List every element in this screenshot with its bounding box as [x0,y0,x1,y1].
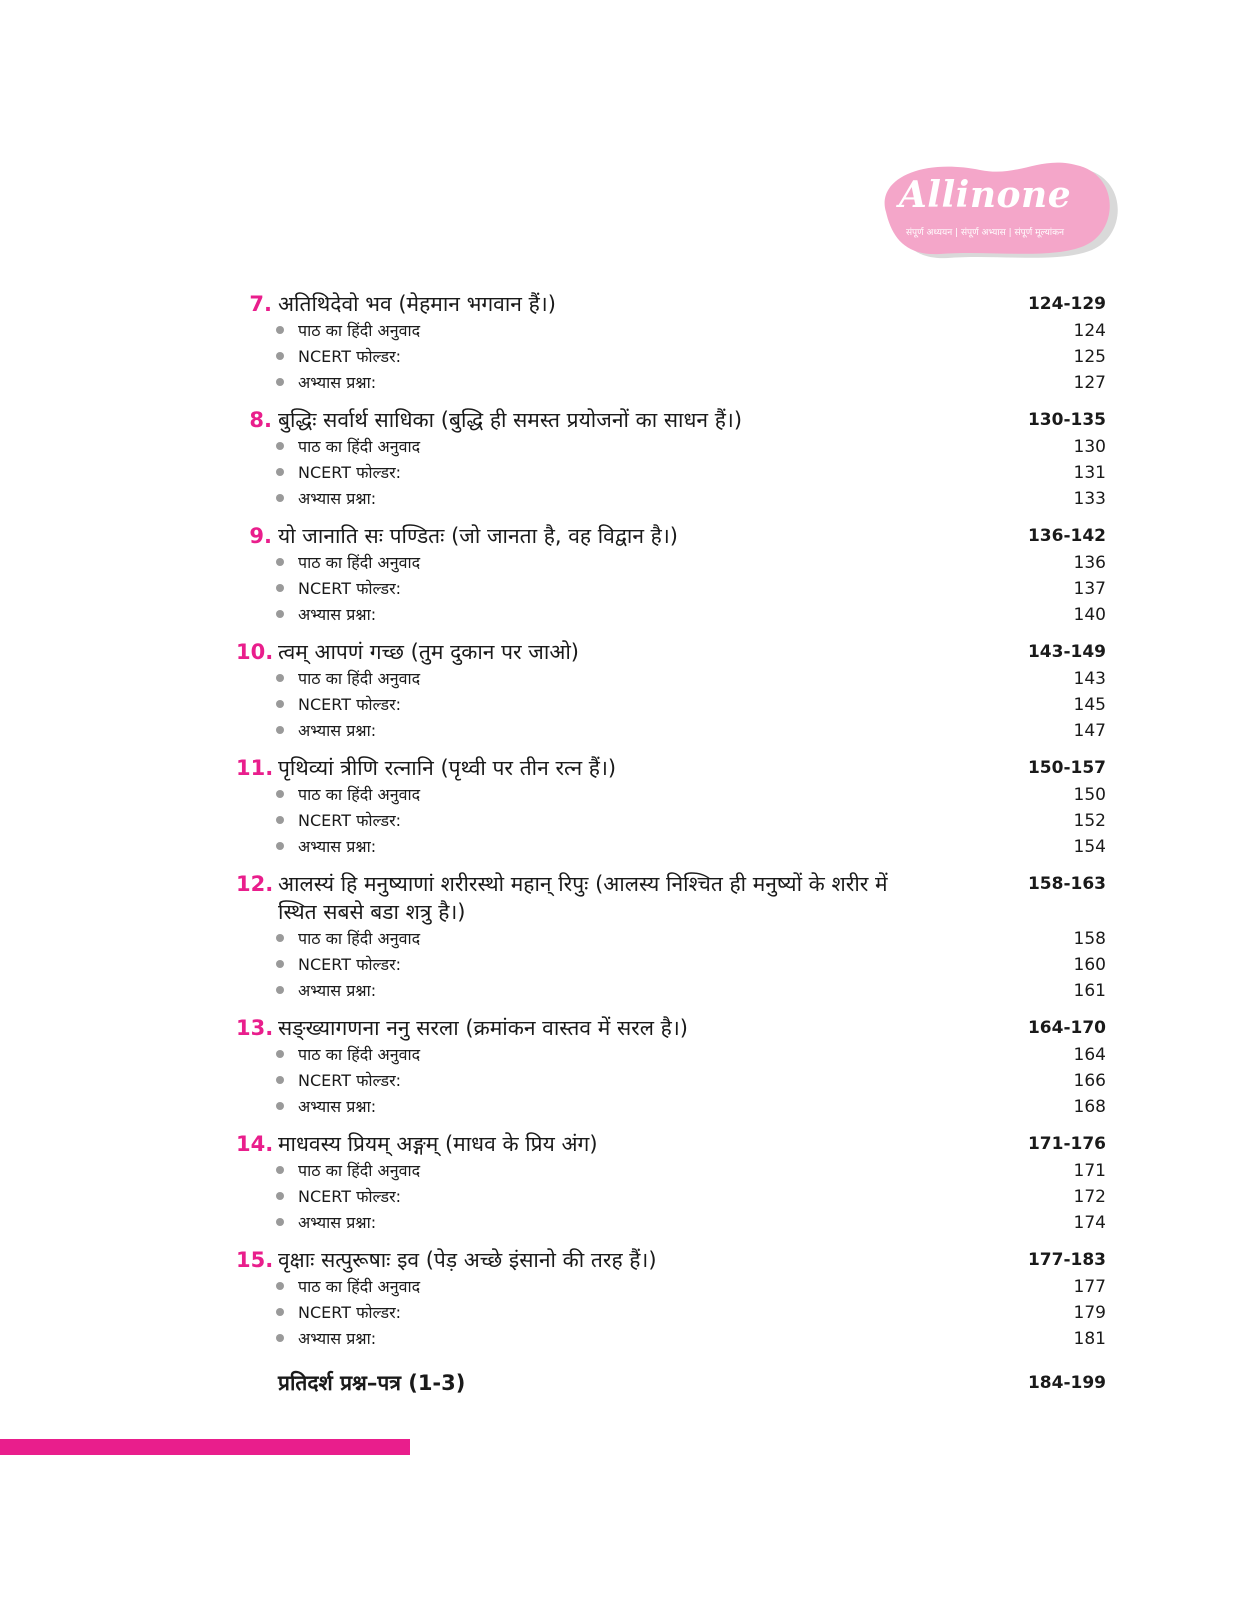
subitem-page: 145 [1073,695,1106,715]
subitem-page: 177 [1073,1277,1106,1297]
bullet-icon [276,610,284,618]
toc-subitem[interactable] [236,344,1106,370]
bullet-icon [276,726,284,734]
brand-title: Allinone [898,174,1072,216]
chapter-number: 9. [249,524,272,548]
chapter-title: माधवस्य प्रियम् अङ्गम् (माधव के प्रिय अंग) [278,1132,598,1156]
chapter-number: 10. [236,640,274,664]
chapter-title: आलस्यं हि मनुष्याणां शरीरस्थो महान् रिपुः (आलस्य निश्चित ही मनुष्यों के शरीर में स्थित सबसे बडा शत्रु है।) [278,872,888,924]
subitem-page: 168 [1073,1097,1106,1117]
subitem-page: 136 [1073,553,1106,573]
toc-subitem[interactable] [236,460,1106,486]
bullet-icon [276,1166,284,1174]
bullet-icon [276,584,284,592]
subitem-label: NCERT फोल्डर: [298,1303,402,1322]
toc-chapter [236,870,1106,1004]
subitem-label: NCERT फोल्डर: [298,347,402,366]
chapter-page-range: 130-135 [1027,410,1106,430]
subitem-page: 137 [1073,579,1106,599]
toc-subitem[interactable] [236,318,1106,344]
bullet-icon [276,1308,284,1316]
table-of-contents [236,290,1106,1398]
model-paper-pages: 184-199 [1027,1373,1106,1393]
chapter-title: बुद्धिः सर्वार्थ साधिका (बुद्धि ही समस्त प्रयोजनों का साधन हैं।) [278,408,743,432]
toc-subitem[interactable] [236,1094,1106,1120]
chapter-number: 7. [249,292,272,316]
subitem-page: 166 [1073,1071,1106,1091]
subitem-label: अभ्यास प्रश्ना: [298,837,377,856]
chapter-heading[interactable] [236,1130,1106,1158]
subitem-page: 133 [1073,489,1106,509]
bullet-icon [276,1334,284,1342]
model-paper-entry[interactable] [236,1368,1106,1398]
chapter-heading[interactable] [236,290,1106,318]
toc-subitem[interactable] [236,1158,1106,1184]
bullet-icon [276,326,284,334]
subitem-label: NCERT फोल्डर: [298,579,402,598]
subitem-page: 140 [1073,605,1106,625]
toc-subitem[interactable] [236,834,1106,860]
toc-subitem[interactable] [236,978,1106,1004]
brand-logo [870,150,1132,260]
toc-subitem[interactable] [236,486,1106,512]
chapter-page-range: 164-170 [1027,1018,1106,1038]
toc-chapter [236,754,1106,860]
bullet-icon [276,494,284,502]
toc-subitem[interactable] [236,1042,1106,1068]
chapter-heading[interactable] [236,754,1106,782]
bullet-icon [276,960,284,968]
subitem-page: 158 [1073,929,1106,949]
bullet-icon [276,378,284,386]
subitem-label: अभ्यास प्रश्ना: [298,981,377,1000]
toc-subitem[interactable] [236,1300,1106,1326]
subitem-label: NCERT फोल्डर: [298,1187,402,1206]
model-paper-title: प्रतिदर्श प्रश्न–पत्र (1-3) [278,1371,466,1395]
toc-subitem[interactable] [236,1068,1106,1094]
chapter-title: पृथिव्यां त्रीणि रत्नानि (पृथ्वी पर तीन रत्न हैं।) [278,756,617,780]
bullet-icon [276,558,284,566]
toc-chapter [236,1014,1106,1120]
subitem-page: 164 [1073,1045,1106,1065]
chapter-page-range: 143-149 [1027,642,1106,662]
subitem-page: 131 [1073,463,1106,483]
bullet-icon [276,842,284,850]
subitem-label: NCERT फोल्डर: [298,955,402,974]
subitem-page: 172 [1073,1187,1106,1207]
toc-subitem[interactable] [236,602,1106,628]
chapter-page-range: 158-163 [1027,874,1106,894]
bullet-icon [276,700,284,708]
chapter-number: 8. [249,408,272,432]
toc-chapter [236,522,1106,628]
toc-subitem[interactable] [236,370,1106,396]
bullet-icon [276,442,284,450]
chapter-heading[interactable] [236,522,1106,550]
chapter-heading[interactable] [236,638,1106,666]
chapter-page-range: 177-183 [1027,1250,1106,1270]
bullet-icon [276,1102,284,1110]
toc-subitem[interactable] [236,692,1106,718]
chapter-page-range: 136-142 [1027,526,1106,546]
bullet-icon [276,674,284,682]
toc-subitem[interactable] [236,1210,1106,1236]
subitem-label: पाठ का हिंदी अनुवाद [298,553,421,572]
bullet-icon [276,986,284,994]
toc-chapter [236,1130,1106,1236]
chapter-number: 11. [236,756,274,780]
chapter-page-range: 124-129 [1027,294,1106,314]
subitem-page: 143 [1073,669,1106,689]
bullet-icon [276,468,284,476]
subitem-page: 174 [1073,1213,1106,1233]
subitem-page: 179 [1073,1303,1106,1323]
chapter-title: त्वम् आपणं गच्छ (तुम दुकान पर जाओ) [278,640,580,664]
bullet-icon [276,790,284,798]
subitem-label: पाठ का हिंदी अनुवाद [298,437,421,456]
subitem-label: अभ्यास प्रश्ना: [298,605,377,624]
bullet-icon [276,816,284,824]
toc-subitem[interactable] [236,926,1106,952]
subitem-label: अभ्यास प्रश्ना: [298,373,377,392]
subitem-label: अभ्यास प्रश्ना: [298,1097,377,1116]
toc-subitem[interactable] [236,576,1106,602]
toc-subitem[interactable] [236,434,1106,460]
chapter-title: वृक्षाः सत्पुरूषाः इव (पेड़ अच्छे इंसानो की तरह हैं।) [278,1248,657,1272]
toc-chapter [236,406,1106,512]
subitem-label: पाठ का हिंदी अनुवाद [298,669,421,688]
bullet-icon [276,1050,284,1058]
brand-tagline: संपूर्ण अध्ययन | संपूर्ण अभ्यास | संपूर्ण मूल्यांकन [905,228,1065,238]
toc-subitem[interactable] [236,1184,1106,1210]
bullet-icon [276,1218,284,1226]
subitem-page: 171 [1073,1161,1106,1181]
subitem-page: 147 [1073,721,1106,741]
chapter-number: 14. [236,1132,274,1156]
chapter-heading[interactable] [236,870,1106,926]
subitem-label: पाठ का हिंदी अनुवाद [298,1161,421,1180]
subitem-label: पाठ का हिंदी अनुवाद [298,1045,421,1064]
toc-subitem[interactable] [236,550,1106,576]
subitem-page: 150 [1073,785,1106,805]
footer-accent-bar [0,1439,410,1455]
toc-subitem[interactable] [236,808,1106,834]
subitem-label: NCERT फोल्डर: [298,695,402,714]
chapter-number: 13. [236,1016,274,1040]
subitem-page: 124 [1073,321,1106,341]
subitem-label: अभ्यास प्रश्ना: [298,489,377,508]
subitem-page: 127 [1073,373,1106,393]
subitem-page: 154 [1073,837,1106,857]
subitem-label: अभ्यास प्रश्ना: [298,1213,377,1232]
bullet-icon [276,1076,284,1084]
chapter-heading[interactable] [236,1246,1106,1274]
subitem-label: पाठ का हिंदी अनुवाद [298,785,421,804]
subitem-label: NCERT फोल्डर: [298,463,402,482]
toc-subitem[interactable] [236,782,1106,808]
chapter-page-range: 150-157 [1027,758,1106,778]
toc-subitem[interactable] [236,718,1106,744]
chapter-title: अतिथिदेवो भव (मेहमान भगवान हैं।) [278,292,556,316]
toc-subitem[interactable] [236,952,1106,978]
chapter-number: 12. [236,872,274,896]
subitem-page: 160 [1073,955,1106,975]
subitem-label: पाठ का हिंदी अनुवाद [298,929,421,948]
toc-chapter [236,290,1106,396]
subitem-label: NCERT फोल्डर: [298,811,402,830]
bullet-icon [276,934,284,942]
toc-subitem[interactable] [236,1326,1106,1352]
toc-subitem[interactable] [236,1274,1106,1300]
bullet-icon [276,1192,284,1200]
subitem-label: NCERT फोल्डर: [298,1071,402,1090]
chapter-title: यो जानाति सः पण्डितः (जो जानता है, वह विद्वान है।) [278,524,678,548]
toc-subitem[interactable] [236,666,1106,692]
subitem-label: पाठ का हिंदी अनुवाद [298,321,421,340]
subitem-page: 181 [1073,1329,1106,1349]
subitem-page: 152 [1073,811,1106,831]
chapter-page-range: 171-176 [1027,1134,1106,1154]
subitem-page: 161 [1073,981,1106,1001]
chapter-heading[interactable] [236,1014,1106,1042]
bullet-icon [276,352,284,360]
chapter-title: सङ्ख्यागणना ननु सरला (क्रमांकन वास्तव में सरल है।) [278,1016,688,1040]
toc-chapter [236,638,1106,744]
subitem-page: 125 [1073,347,1106,367]
subitem-page: 130 [1073,437,1106,457]
toc-chapter [236,1246,1106,1352]
subitem-label: अभ्यास प्रश्ना: [298,721,377,740]
subitem-label: पाठ का हिंदी अनुवाद [298,1277,421,1296]
chapter-heading[interactable] [236,406,1106,434]
subitem-label: अभ्यास प्रश्ना: [298,1329,377,1348]
bullet-icon [276,1282,284,1290]
chapter-number: 15. [236,1248,274,1272]
